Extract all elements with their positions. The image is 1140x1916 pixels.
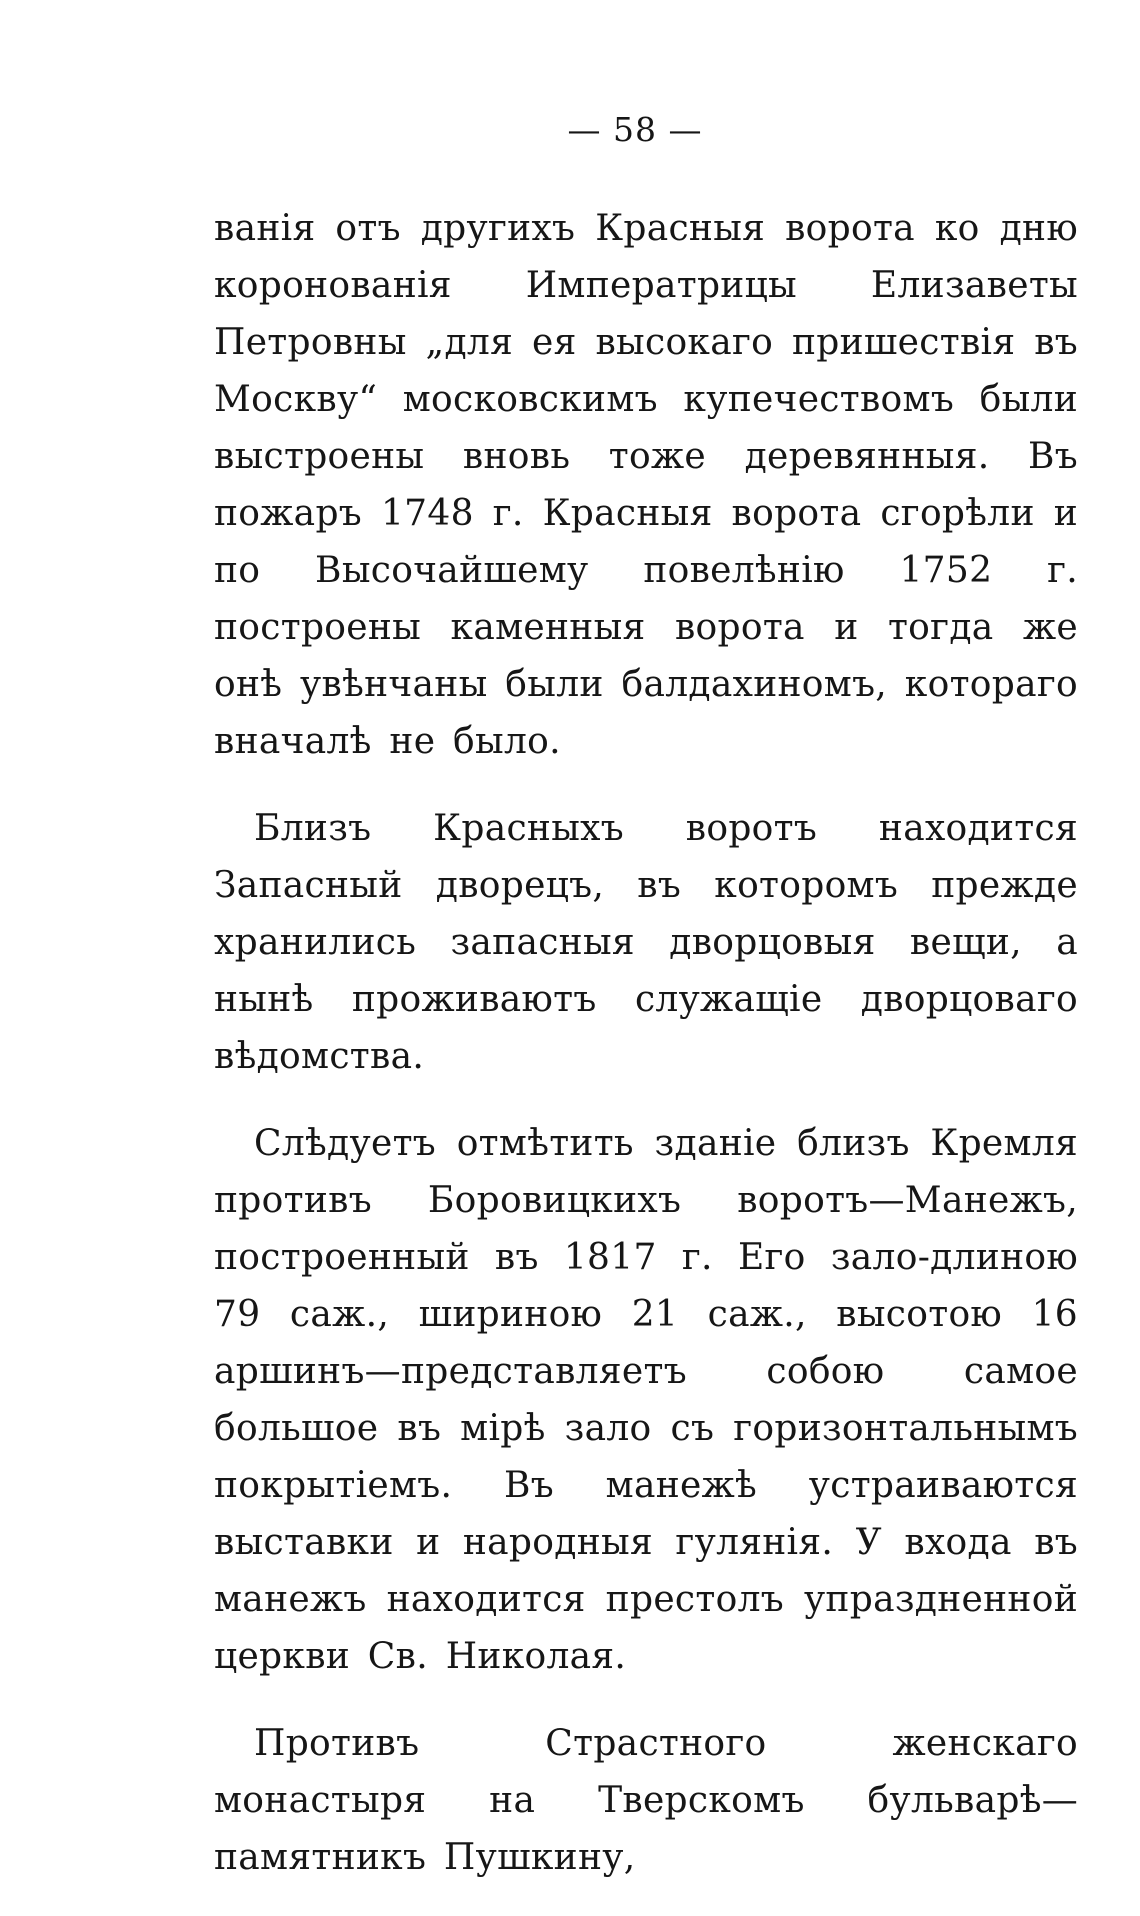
body-text xyxy=(214,200,1078,1916)
paragraph-1: ванія отъ другихъ Красныя ворота ко дню коронованія Императрицы Елизаветы Петровны „для ея высокаго пришествія въ Москву“ московскимъ купечествомъ были выстроены вновь тоже деревянныя. Въ пожаръ 1748 г. Красныя ворота сгорѣли и по Высочайшему повелѣнію 1752 г. построены каменныя ворота и тогда же онѣ увѣнчаны были балдахиномъ, котораго вначалѣ не было. xyxy=(214,208,1078,762)
paragraph-3: Слѣдуетъ отмѣтить зданіе близъ Кремля противъ Боровицкихъ воротъ—Манежъ, построенный въ 1817 г. Его зало-длиною 79 саж., шириною 21 саж., высотою 16 аршинъ—представляетъ собою самое большое въ мірѣ зало съ горизонтальнымъ покрытіемъ. Въ манежѣ устраиваются выставки и народныя гулянія. У входа въ манежъ находится престолъ упраздненной церкви Св. Николая. xyxy=(214,1123,1078,1677)
page-number xyxy=(0,108,1140,152)
paragraph-4: Противъ Страстного женскаго монастыря на Тверскомъ бульварѣ—памятникъ Пушкину, xyxy=(214,1723,1078,1878)
paragraph-2: Близъ Красныхъ воротъ находится Запасный дворецъ, въ которомъ прежде хранились запасныя дворцовыя вещи, а нынѣ проживаютъ служащіе дворцоваго вѣдомства. xyxy=(214,808,1078,1077)
page-number-text: — 58 — xyxy=(567,110,703,149)
